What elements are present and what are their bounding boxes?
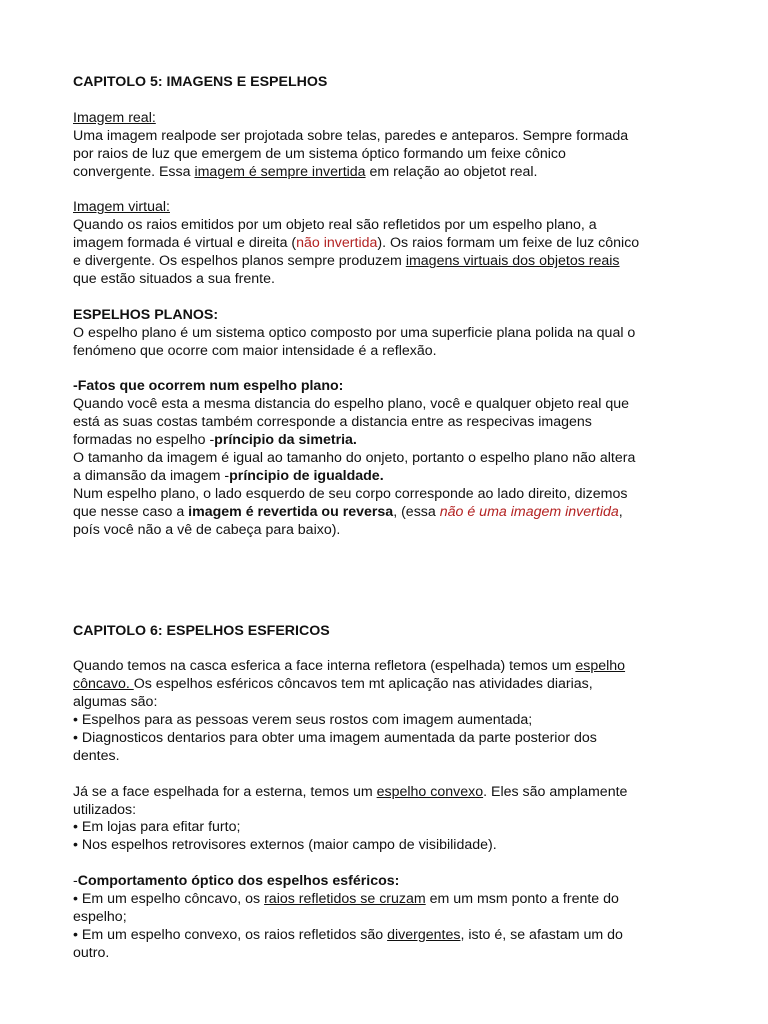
convex-mirror-term: espelho convexo bbox=[376, 783, 484, 800]
concave-bullet-1: • Espelhos para as pessoas verem seus rostos com imagem aumentada; bbox=[73, 712, 533, 729]
real-image-line-2: por raios de luz que emergem de um sistema óptico formando um feixe cônico bbox=[73, 145, 566, 162]
concave-bullet-2-cont: dentes. bbox=[73, 747, 120, 764]
virtual-image-line-3: e divergente. Os espelhos planos sempre produzem imagens virtuais dos objetos reais bbox=[73, 253, 620, 270]
chapter-5-title: CAPITOLO 5: IMAGENS E ESPELHOS bbox=[73, 74, 328, 90]
concave-line-3: algumas são: bbox=[73, 694, 158, 711]
concave-line-1: Quando temos na casca esferica a face interna refletora (espelhada) temos um espelho bbox=[73, 658, 626, 675]
behavior-bullet-1: • Em um espelho côncavo, os raios refletidos se cruzam em um msm ponto a frente do bbox=[73, 891, 619, 908]
concave-line-2: côncavo. Os espelhos esféricos côncavos tem mt aplicação nas atividades diarias, bbox=[73, 676, 593, 693]
facts-line-4: O tamanho da imagem é igual ao tamanho do onjeto, portanto o espelho plano não altera bbox=[73, 449, 636, 466]
virtual-images-phrase: imagens virtuais dos objetos reais bbox=[405, 253, 620, 270]
facts-heading: -Fatos que ocorrem num espelho plano: bbox=[73, 378, 344, 395]
facts-line-3: formadas no espelho -príncipio da simetria. bbox=[73, 432, 357, 449]
facts-line-8: poís você não a vê de cabeça para baixo). bbox=[73, 521, 341, 538]
convex-bullet-2: • Nos espelhos retrovisores externos (maior campo de visibilidade). bbox=[73, 837, 497, 854]
convex-line-1: Já se a face espelhada for a esterna, temos um espelho convexo. Eles são amplamente bbox=[73, 783, 628, 800]
convex-bullet-1: • Em lojas para efitar furto; bbox=[73, 819, 241, 836]
behavior-heading: -Comportamento óptico dos espelhos esféricos: bbox=[73, 873, 400, 890]
real-image-line-1: Uma imagem realpode ser projotada sobre telas, paredes e anteparos. Sempre formada bbox=[73, 127, 629, 144]
facts-line-5: a dimansão da imagem -príncipio de igualdade. bbox=[73, 467, 384, 484]
behavior-bullet-1-cont: espelho; bbox=[73, 908, 127, 925]
facts-line-1: Quando você esta a mesma distancia do espelho plano, você e qualquer objeto real que bbox=[73, 396, 630, 413]
behavior-bullet-2-cont: outro. bbox=[73, 944, 110, 961]
concave-mirror-term-2: côncavo. bbox=[73, 676, 134, 693]
real-image-label: Imagem real: bbox=[73, 109, 156, 126]
plane-mirrors-heading: ESPELHOS PLANOS: bbox=[73, 306, 219, 323]
virtual-image-line-4: que estão situados a sua frente. bbox=[73, 270, 275, 287]
virtual-image-line-1: Quando os raios emitidos por um objeto real são refletidos por um espelho plano, a bbox=[73, 217, 597, 234]
plane-mirrors-line-2: fenómeno que ocorre com maior intensidade é a reflexão. bbox=[73, 342, 437, 359]
real-image-line-3: convergente. Essa imagem é sempre invertida em relação ao objetot real. bbox=[73, 163, 538, 180]
divergent-term: divergentes bbox=[387, 926, 461, 943]
facts-line-6: Num espelho plano, o lado esquerdo de seu corpo corresponde ao lado direito, dizemos bbox=[73, 485, 628, 502]
document-page bbox=[73, 74, 713, 963]
convex-line-2: utilizados: bbox=[73, 801, 137, 818]
concave-mirror-term: espelho bbox=[575, 658, 626, 675]
not-inverted-text: não invertida bbox=[296, 235, 378, 252]
plane-mirrors-line-1: O espelho plano é um sistema optico composto por uma superficie plana polida na qual o bbox=[73, 324, 636, 341]
symmetry-principle: príncipio da simetria. bbox=[214, 432, 357, 449]
equality-principle: príncipio de igualdade. bbox=[229, 467, 384, 484]
virtual-image-line-2: imagem formada é virtual e direita (não invertida). Os raios formam um feixe de luz cônico bbox=[73, 235, 640, 252]
inverted-image-phrase: imagem é sempre invertida bbox=[194, 163, 366, 180]
not-inverted-image-phrase: não é uma imagem invertida bbox=[439, 503, 619, 520]
facts-line-7: que nesse caso a imagem é revertida ou reversa, (essa não é uma imagem invertida, bbox=[73, 503, 623, 520]
chapter-6-title: CAPITOLO 6: ESPELHOS ESFERICOS bbox=[73, 622, 330, 639]
behavior-bullet-2: • Em um espelho convexo, os raios refletidos são divergentes, isto é, se afastam um do bbox=[73, 926, 623, 943]
reflected-rays-cross-phrase: raios refletidos se cruzam bbox=[264, 891, 426, 908]
concave-bullet-2: • Diagnosticos dentarios para obter uma imagem aumentada da parte posterior dos bbox=[73, 729, 597, 746]
reversed-image-phrase: imagem é revertida ou reversa bbox=[188, 503, 394, 520]
virtual-image-label: Imagem virtual: bbox=[73, 199, 170, 216]
facts-line-2: está as suas costas também corresponde a distancia entre as respecivas imagens bbox=[73, 414, 592, 431]
